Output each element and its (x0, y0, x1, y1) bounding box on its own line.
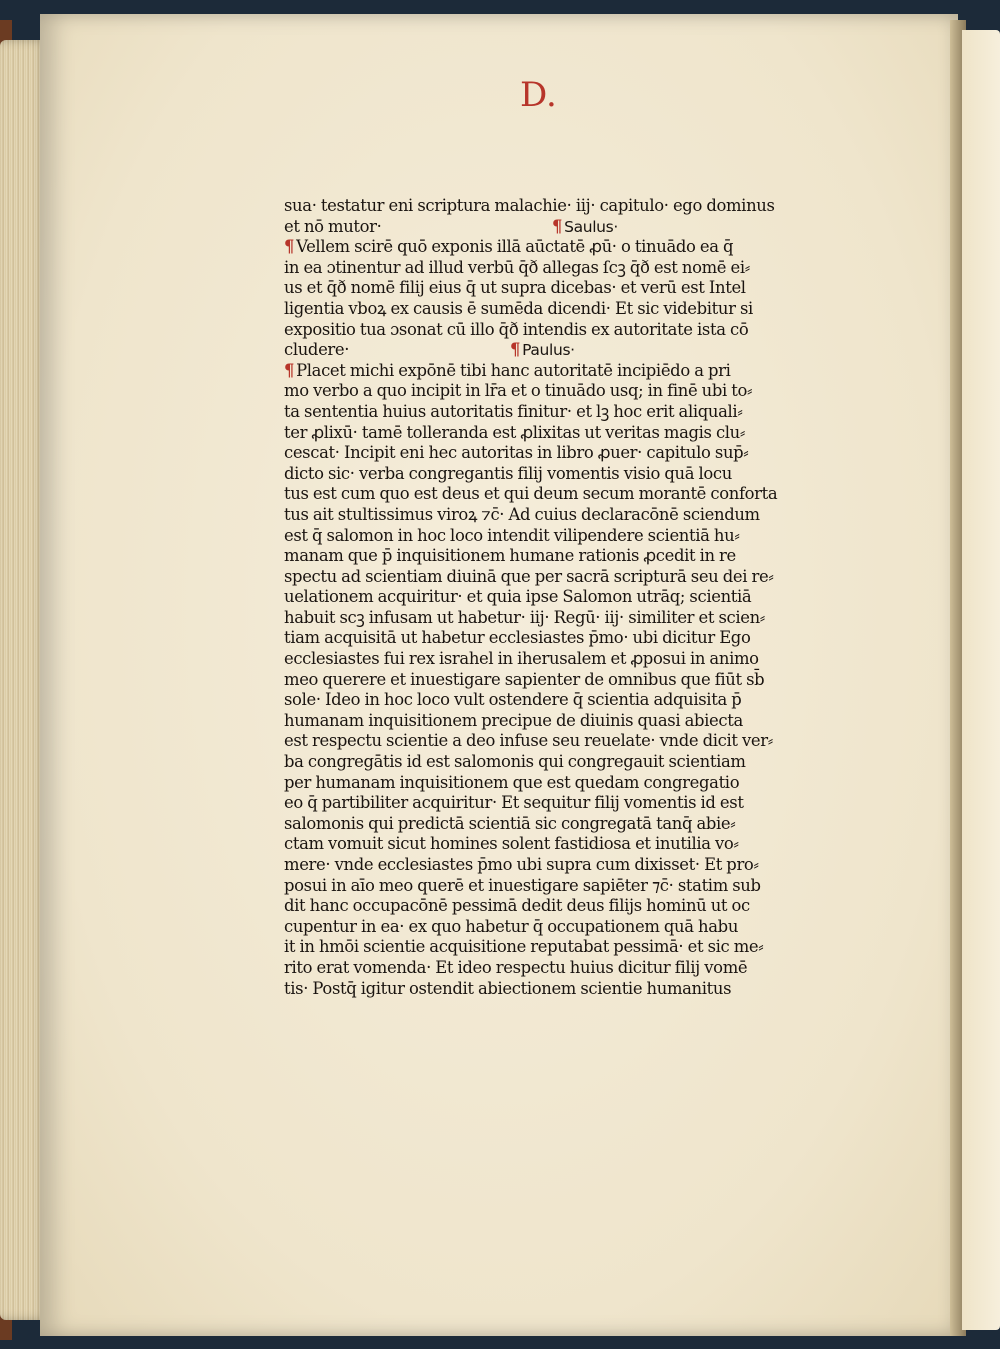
line-text: sole· Ideo in hoc loco vult ostendere q̄ scientia adquisita p̄ (284, 690, 742, 710)
text-line (284, 958, 804, 979)
pilcrow-mark: ¶ (284, 360, 295, 380)
text-line (284, 793, 804, 814)
text-line (284, 731, 804, 752)
speaker-heading (510, 340, 575, 361)
text-line (284, 670, 804, 691)
text-line (284, 917, 804, 938)
text-line (284, 546, 804, 567)
text-line (284, 752, 804, 773)
line-text: mere· vnde ecclesiastes p̄mo ubi supra cum dixisset· Et pro⸗ (284, 855, 759, 874)
line-text: est q̄ salomon in hoc loco intendit vilipendere scientiā hu⸗ (284, 525, 740, 545)
text-line (284, 217, 804, 238)
line-text: cludere· (284, 340, 350, 360)
line-text: et nō mutor· (284, 216, 382, 236)
line-text: Placet michi expōnē tibi hanc autoritatē incipiēdo a pri (296, 360, 731, 380)
text-line (284, 484, 804, 505)
line-text: tiam acquisitā ut habetur ecclesiastes p̄mo· ubi dicitur Ego (284, 628, 751, 648)
text-line (284, 834, 804, 855)
text-line (284, 896, 804, 917)
line-text: uelationem acquiritur· et quia ipse Salomon utrāq; scientiā (284, 587, 752, 607)
line-text: ligentia vboꝝ ex causis ē sumēda dicendi· Et sic videbitur si (284, 298, 753, 318)
line-text: Vellem scirē quō exponis illā aūctatē ꝓū· o tinuādo ea q̄ (296, 237, 734, 257)
line-text: tis· Postq̄ igitur ostendit abiectionem scientie humanitus (284, 978, 732, 998)
line-text: sua· testatur eni scriptura malachie· iij· capitulo· ego dominus (284, 196, 775, 215)
pilcrow-mark: ¶ (510, 340, 521, 360)
line-text: per humanam inquisitionem que est quedam congregatio (284, 772, 740, 792)
line-text: mo verbo a quo incipit in lr̄a et o tinuādo usq; in finē ubi to⸗ (284, 381, 753, 401)
line-text: spectu ad scientiam diuinā que per sacrā scripturā seu dei re⸗ (284, 566, 774, 586)
speaker-name: Paulus· (522, 341, 575, 360)
line-text: salomonis qui predictā scientiā sic congregatā tanq̄ abie⸗ (284, 813, 736, 833)
text-line (284, 608, 804, 629)
line-text: est respectu scientie a deo infuse seu reuelate· vnde dicit ver⸗ (284, 731, 773, 751)
line-text: ba congregātis id est salomonis qui congregauit scientiam (284, 752, 746, 772)
line-text: tus est cum quo est deus et qui deum secum morantē conforta (284, 484, 778, 504)
text-line (284, 628, 804, 649)
line-text: tus ait stultissimus viroꝝ ⁊c̄· Ad cuius declaracōnē sciendum (284, 504, 760, 524)
text-line (284, 587, 804, 608)
line-text: cescat· Incipit eni hec autoritas in libro ꝓuer· capitulo sup̄⸗ (284, 443, 749, 463)
line-text: ecclesiastes fui rex israhel in iherusalem et ꝓposui in animo (284, 649, 759, 669)
line-text: cupentur in ea· ex quo habetur q̄ occupationem quā habu (284, 916, 739, 936)
text-line (284, 690, 804, 711)
speaker-name: Saulus· (564, 217, 618, 236)
line-text: humanam inquisitionem precipue de diuinis quasi abiecta (284, 710, 743, 730)
text-line (284, 443, 804, 464)
text-line (284, 773, 804, 794)
line-text: ctam vomuit sicut homines solent fastidiosa et inutilia vo⸗ (284, 834, 739, 854)
facing-page-edge (962, 30, 1000, 1330)
text-line (284, 278, 804, 299)
line-text: habuit scꝫ infusam ut habetur· iij· Regū· iij· similiter et scien⸗ (284, 607, 765, 627)
pilcrow-mark: ¶ (284, 237, 295, 257)
text-line (284, 937, 804, 958)
line-text: dit hanc occupacōnē pessimā dedit deus filijs hominū ut oc (284, 896, 750, 916)
line-text: ta sententia huius autoritatis finitur· et lꝫ hoc erit aliquali⸗ (284, 401, 743, 421)
text-line (284, 340, 804, 361)
line-text: rito erat vomenda· Et ideo respectu huius dicitur filij vomē (284, 957, 748, 977)
text-line (284, 649, 804, 670)
text-line (284, 196, 804, 217)
text-block (284, 196, 804, 999)
line-text: eo q̄ partibiliter acquiritur· Et sequitur filij vomentis id est (284, 793, 744, 813)
text-line (284, 237, 804, 258)
text-line (284, 505, 804, 526)
line-text: posui in aīo meo querē et inuestigare sapiēter ⁊c̄· statim sub (284, 875, 761, 895)
signature-mark: D. (520, 75, 557, 115)
text-line (284, 361, 804, 382)
text-line (284, 381, 804, 402)
text-line (284, 423, 804, 444)
text-line (284, 567, 804, 588)
line-text: manam que p̄ inquisitionem humane rationis ꝓcedit in re (284, 546, 736, 566)
line-text: us et q̄ð nomē filij eius q̄ ut supra dicebas· et verū est Intel (284, 278, 746, 298)
pilcrow-mark: ¶ (552, 216, 563, 236)
text-line (284, 258, 804, 279)
line-text: it in hmōi scientie acquisitione reputabat pessimā· et sic me⸗ (284, 937, 764, 957)
text-line (284, 299, 804, 320)
line-text: ter ꝓlixū· tamē tolleranda est ꝓlixitas ut veritas magis clu⸗ (284, 422, 745, 442)
text-line (284, 711, 804, 732)
line-text: in ea ɔtinentur ad illud verbū q̄ð allegas ſcꝫ q̄ð est nomē ei⸗ (284, 257, 750, 277)
text-line (284, 526, 804, 547)
text-line (284, 979, 804, 1000)
line-text: meo querere et inuestigare sapienter de omnibus que fiūt sb̄ (284, 669, 765, 689)
line-text: expositio tua ɔsonat cū illo q̄ð intendis ex autoritate ista cō (284, 319, 749, 339)
text-line (284, 876, 804, 897)
line-text: dicto sic· verba congregantis filij vomentis visio quā locu (284, 463, 732, 483)
speaker-heading (552, 217, 618, 238)
text-line (284, 320, 804, 341)
text-line (284, 855, 804, 876)
text-line (284, 464, 804, 485)
text-line (284, 814, 804, 835)
text-line (284, 402, 804, 423)
